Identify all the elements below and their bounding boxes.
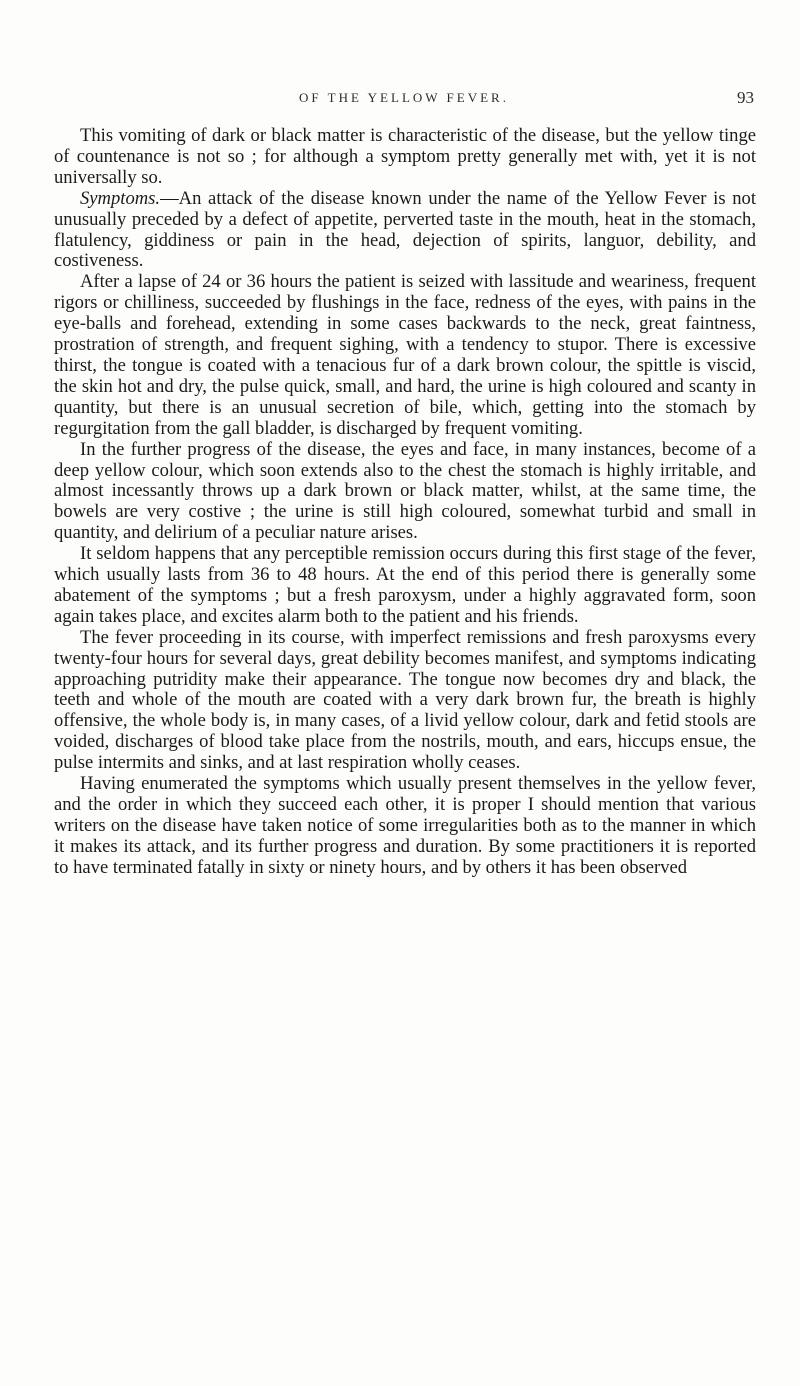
paragraph-lassitude <box>54 272 756 439</box>
paragraph-text: This vomiting of dark or black matter is characteristic of the disease, but the yellow tinge of countenance is not so ; for although a symptom pretty generally met with, yet it is not universally so. <box>54 125 756 188</box>
running-head <box>54 90 754 114</box>
paragraph-text: After a lapse of 24 or 36 hours the patient is seized with lassitude and weariness, frequent rigors or chilliness, succeeded by flushings in the face, redness of the eyes, with pains in the eye-balls and forehead, extending in some cases backwards to the neck, great faintness, prostration of strength, and frequent sighing, with a tendency to stupor. There is excessive thirst, the tongue is coated with a tenacious fur of a dark brown colour, the spittle is viscid, the skin hot and dry, the pulse quick, small, and hard, the urine is high coloured and scanty in quantity, but there is an unusual secretion of bile, which, getting into the stomach by regurgitation from the gall bladder, is discharged by frequent vomiting. <box>54 271 756 439</box>
paragraph-text: Having enumerated the symptoms which usually present themselves in the yellow fever, and the order in which they succeed each other, it is proper I should mention that various writers on the disease have taken notice of some irregularities both as to the manner in which it makes its attack, and its further progress and duration. By some practitioners it is reported to have terminated fatally in sixty or ninety hours, and by others it has been observed <box>54 773 756 878</box>
paragraph-fever-course <box>54 628 756 774</box>
paragraph-remission <box>54 544 756 628</box>
paragraph-vomiting <box>54 126 756 189</box>
paragraph-text: In the further progress of the disease, the eyes and face, in many instances, become of a deep yellow colour, which soon extends also to the chest the stomach is highly irritable, and almost incessantly throws up a dark brown or black matter, whilst, at the same time, the bowels are very costive ; the urine is still high coloured, somewhat turbid and small in quantity, and delirium of a peculiar nature arises. <box>54 438 756 544</box>
paragraph-text: The fever proceeding in its course, with imperfect remissions and fresh paroxysms every twenty-four hours for several days, great debility becomes manifest, and symptoms indicating approaching putridity make their appearance. The tongue now becomes dry and black, the teeth and whole of the mouth are coated with a very dark brown fur, the breath is highly offensive, the whole body is, in many cases, of a livid yellow colour, dark and fetid stools are voided, discharges of blood take place from the nostrils, mouth, and ears, hiccups ensue, the pulse intermits and sinks, and at last respiration wholly ceases. <box>54 626 756 774</box>
page-number: 93 <box>737 88 754 107</box>
paragraph-text: It seldom happens that any perceptible remission occurs during this first stage of the fever, which usually lasts from 36 to 48 hours. At the end of this period there is generally some abatement of the symptoms ; but a fresh paroxysm, under a highly aggravated form, soon again takes place, and excites alarm both to the patient and his friends. <box>54 543 756 627</box>
paragraph-lead-symptoms: Symptoms. <box>80 187 161 209</box>
running-title: OF THE YELLOW FEVER. <box>299 90 509 105</box>
body-text <box>54 126 756 879</box>
paragraph-symptoms <box>54 189 756 273</box>
paragraph-progress <box>54 440 756 545</box>
paragraph-text: —An attack of the disease known under the name of the Yellow Fever is not unusually preceded by a defect of appetite, perverted taste in the mouth, heat in the stomach, flatulency, giddiness or pain in the head, dejection of spirits, languor, debility, and costiveness. <box>54 187 756 272</box>
paragraph-irregularities <box>54 774 756 879</box>
